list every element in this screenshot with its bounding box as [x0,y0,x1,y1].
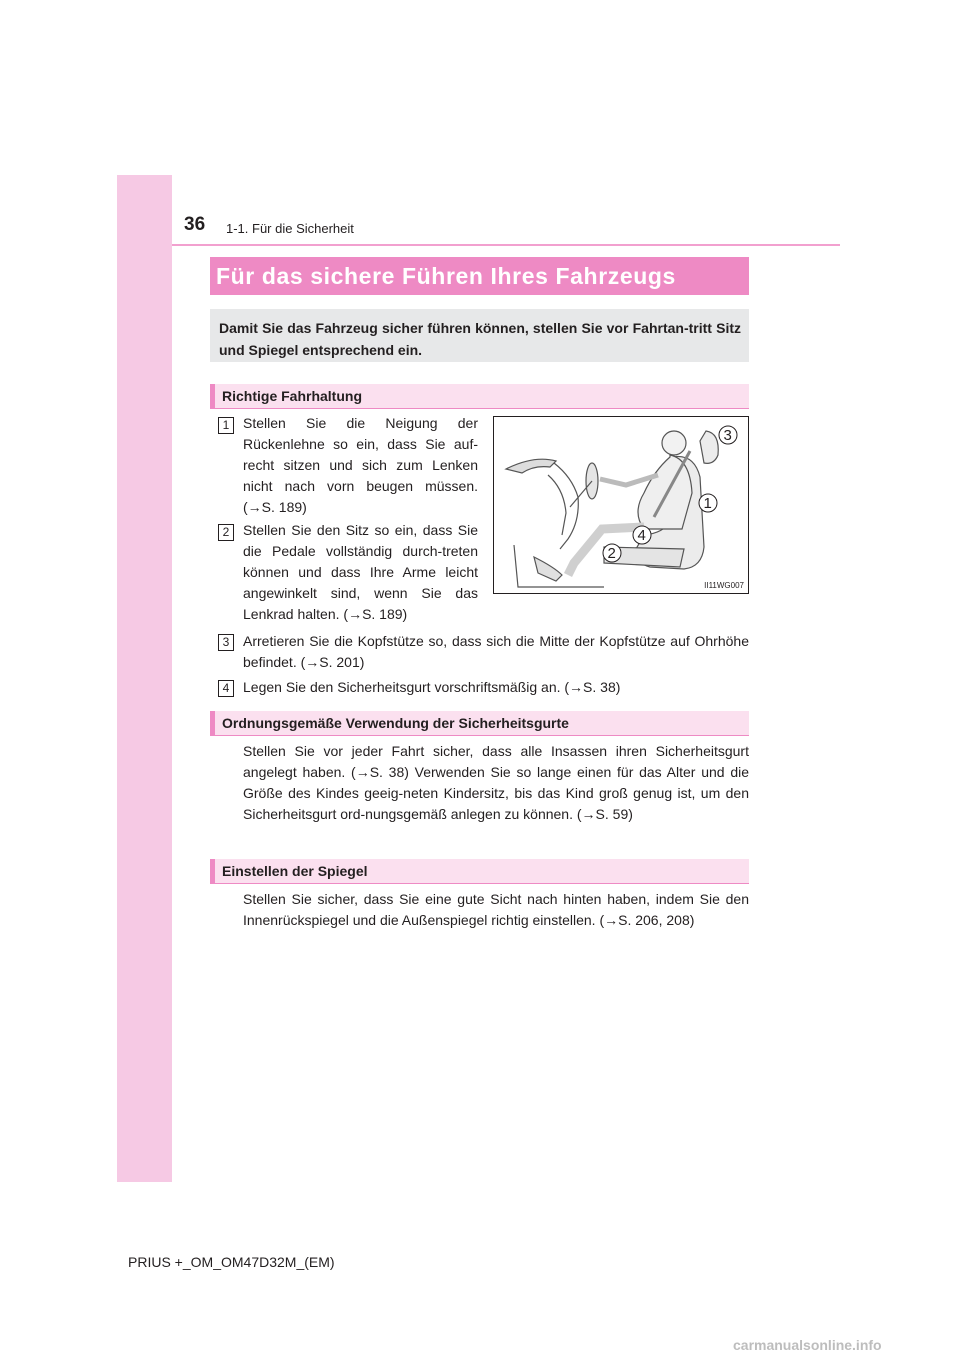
page-number: 36 [184,214,206,235]
section-heading-posture: Richtige Fahrhaltung [210,384,749,409]
mirrors-text: Stellen Sie sicher, dass Sie eine gute Sicht nach hinten haben, indem Sie den Innenrückspiegel und die Außenspiegel richtig einstellen. (→S. 206, 208) [243,891,749,928]
item-text-2: Stellen Sie den Sitz so ein, dass Sie die Pedale vollständig durch-treten können und dass Ihre Arme leicht angewinkelt sind, wenn Sie das Lenkrad halten. (→S. 189) [243,522,478,622]
section-heading-mirrors: Einstellen der Spiegel [210,859,749,884]
page-title: Für das sichere Führen Ihres Fahrzeugs [210,257,749,295]
watermark: carmanualsonline.info [733,1337,882,1353]
item-text-4: Legen Sie den Sicherheitsgurt vorschriftsmäßig an. (→S. 38) [243,679,621,695]
item-text-1: Stellen Sie die Neigung der Rückenlehne so ein, dass Sie auf-recht sitzen und sich zum Lenken nicht nach vorn beugen müssen. (→S. 189) [243,415,478,515]
item-number-3: 3 [218,634,234,651]
item-number-1: 1 [218,417,234,434]
callout-4: 4 [637,527,646,544]
driver-seat-illustration [494,417,748,593]
intro-box: Damit Sie das Fahrzeug sicher führen können, stellen Sie vor Fahrtan-tritt Sitz und Spiegel entsprechend ein. [210,309,749,362]
section-heading-seatbelts: Ordnungsgemäße Verwendung der Sicherheitsgurte [210,711,749,736]
breadcrumb: 1-1. Für die Sicherheit [226,221,354,236]
item-number-4: 4 [218,680,234,697]
side-strip [117,175,172,1182]
header-rule [172,244,840,246]
figure-code: II11WG007 [704,581,744,590]
driving-posture-figure [493,416,749,594]
callout-2: 2 [607,545,616,562]
callout-3: 3 [723,427,732,444]
seatbelts-text: Stellen Sie vor jeder Fahrt sicher, dass alle Insassen ihren Sicherheitsgurt angelegt haben. (→S. 38) Verwenden Sie so lange einen für das Alter und die Größe des Kindes geeig-neten Kindersitz, bis das Kind groß genug ist, um den Sicherheitsgurt ord-nungsgemäß anlegen zu können. (→S. 59) [243,743,749,822]
item-number-2: 2 [218,524,234,541]
item-text-3: Arretieren Sie die Kopfstütze so, dass sich die Mitte der Kopfstütze auf Ohrhöhe befindet. (→S. 201) [243,633,749,670]
callout-1: 1 [703,495,712,512]
footer-doc-id: PRIUS +_OM_OM47D32M_(EM) [128,1254,335,1270]
